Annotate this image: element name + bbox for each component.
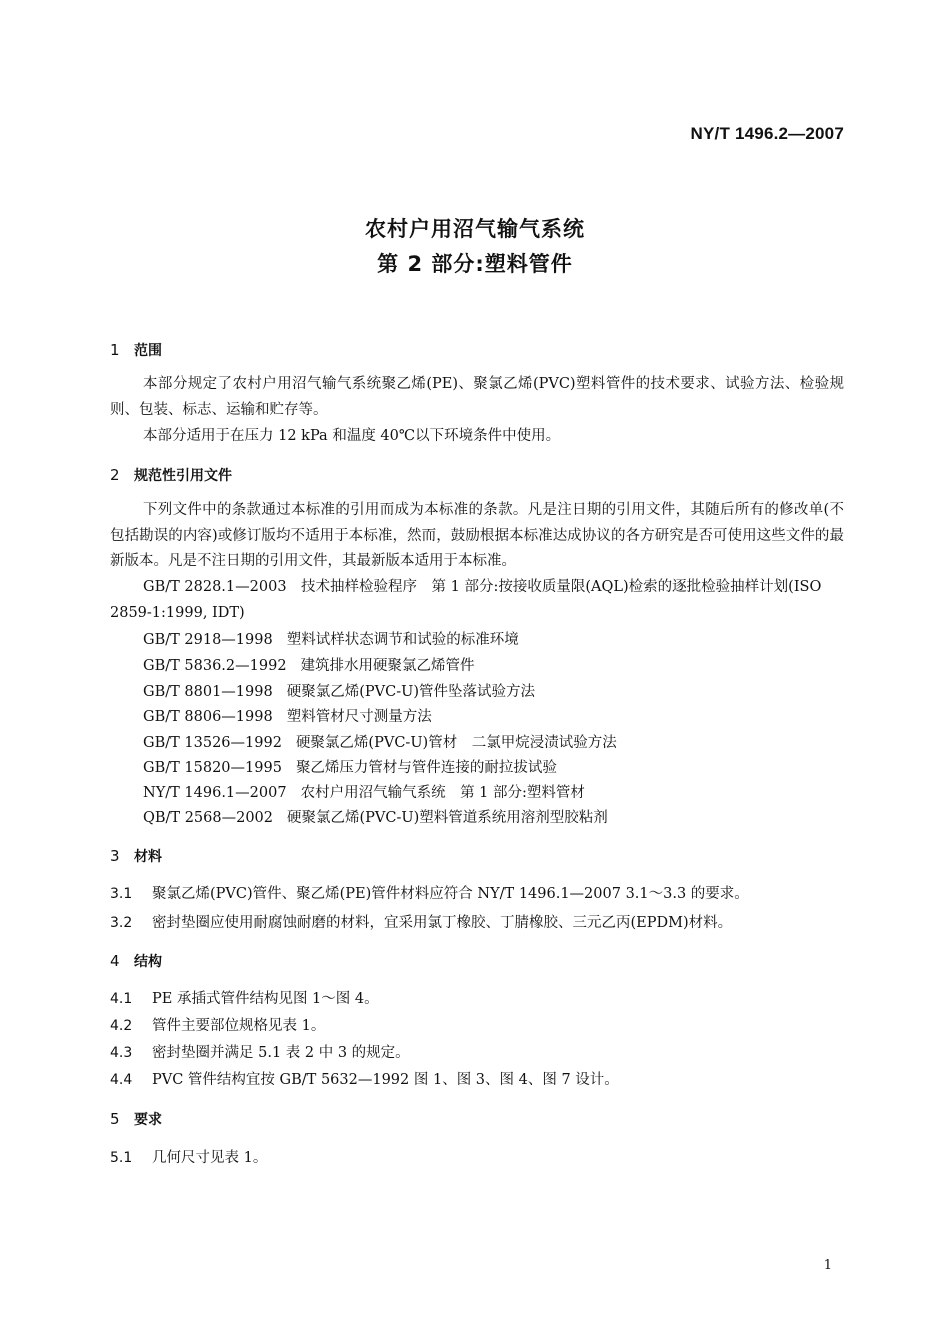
clause-text: PE 承插式管件结构见图 1～图 4。 [152, 991, 379, 1007]
reference-title: 塑料管材尺寸测量方法 [286, 709, 432, 725]
clause-item [110, 882, 749, 903]
reference-item [143, 781, 585, 802]
clause-number: 4.4 [110, 1072, 133, 1088]
clause-number: 5.1 [110, 1150, 133, 1166]
reference-code: GB/T 2918—1998 [143, 632, 273, 648]
clause-number: 3.1 [110, 886, 133, 902]
clause-text: 管件主要部位规格见表 1。 [152, 1018, 326, 1034]
clause-number: 4.2 [110, 1018, 133, 1034]
reference-item [143, 756, 557, 777]
section-heading-structure [110, 951, 162, 971]
section-heading-normative-references [110, 465, 232, 485]
document-title: 农村户用沼气输气系统 [365, 217, 585, 241]
page-number: 1 [823, 1258, 832, 1273]
reference-title: 建筑排水用硬聚氯乙烯管件 [300, 658, 475, 674]
section-title: 结构 [134, 954, 162, 970]
reference-title: 塑料试样状态调节和试验的标准环境 [286, 632, 519, 648]
reference-code: GB/T 8801—1998 [143, 684, 273, 700]
section-title: 材料 [134, 849, 162, 865]
standard-code: NY/T 1496.2—2007 [690, 124, 844, 143]
reference-title: 硬聚氯乙烯(PVC-U)管材 二氯甲烷浸渍试验方法 [295, 735, 617, 751]
reference-title: 硬聚氯乙烯(PVC-U)管件坠落试验方法 [286, 684, 535, 700]
section-heading-scope [110, 340, 162, 360]
clause-item [110, 911, 732, 932]
clause-item [110, 1041, 410, 1062]
section-title: 范围 [134, 343, 162, 359]
reference-item [143, 806, 608, 827]
section-number: 2 [110, 466, 120, 484]
reference-code: GB/T 5836.2—1992 [143, 658, 287, 674]
clause-number: 4.1 [110, 991, 133, 1007]
scope-paragraph-2: 本部分适用于在压力 12 kPa 和温度 40℃以下环境条件中使用。 [143, 428, 561, 444]
reference-item [143, 654, 475, 675]
reference-code: QB/T 2568—2002 [143, 810, 274, 826]
reference-code: NY/T 1496.1—2007 [143, 785, 287, 801]
reference-item [110, 575, 844, 626]
reference-item [143, 628, 519, 649]
clause-item [110, 1068, 619, 1089]
clause-item [110, 1014, 325, 1035]
reference-title: 硬聚氯乙烯(PVC-U)塑料管道系统用溶剂型胶粘剂 [287, 810, 608, 826]
reference-code: GB/T 15820—1995 [143, 760, 282, 776]
section-number: 1 [110, 341, 120, 359]
document-subtitle: 第 2 部分:塑料管件 [377, 252, 573, 276]
section-heading-requirements [110, 1109, 162, 1129]
reference-item [143, 705, 432, 726]
section-number: 4 [110, 952, 120, 970]
section-heading-materials [110, 846, 162, 866]
clause-text: PVC 管件结构宜按 GB/T 5632—1992 图 1、图 3、图 4、图 7 设计。 [152, 1072, 619, 1088]
section-number: 3 [110, 847, 120, 865]
clause-text: 聚氯乙烯(PVC)管件、聚乙烯(PE)管件材料应符合 NY/T 1496.1—2007 3.1～3.3 的要求。 [152, 886, 749, 902]
reference-title: 聚乙烯压力管材与管件连接的耐拉拔试验 [295, 760, 557, 776]
clause-item [110, 1146, 267, 1167]
clause-text: 密封垫圈并满足 5.1 表 2 中 3 的规定。 [152, 1045, 410, 1061]
clause-text: 几何尺寸见表 1。 [152, 1150, 268, 1166]
section-title: 规范性引用文件 [134, 468, 232, 484]
reference-item [143, 731, 617, 752]
section-number: 5 [110, 1110, 120, 1128]
clause-text: 密封垫圈应使用耐腐蚀耐磨的材料，宜采用氯丁橡胶、丁腈橡胶、三元乙丙(EPDM)材料。 [152, 915, 733, 931]
clause-number: 4.3 [110, 1045, 133, 1061]
clause-item [110, 987, 379, 1008]
clause-number: 3.2 [110, 915, 133, 931]
section-title: 要求 [134, 1112, 162, 1128]
references-intro-paragraph: 下列文件中的条款通过本标准的引用而成为本标准的条款。凡是注日期的引用文件，其随后所有的修改单(不包括勘误的内容)或修订版均不适用于本标准，然而，鼓励根据本标准达成协议的各方研究是否可使用这些文件的最新版本。凡是不注日期的引用文件，其最新版本适用于本标准。 [110, 502, 844, 569]
reference-title: 技术抽样检验程序 第 1 部分:按接收质量限(AQL)检索的逐批检验抽样计划(ISO 2859-1:1999, IDT) [110, 579, 822, 621]
reference-title: 农村户用沼气输气系统 第 1 部分:塑料管材 [300, 785, 585, 801]
scope-paragraph-1: 本部分规定了农村户用沼气输气系统聚乙烯(PE)、聚氯乙烯(PVC)塑料管件的技术要求、试验方法、检验规则、包装、标志、运输和贮存等。 [110, 376, 844, 418]
reference-code: GB/T 2828.1—2003 [143, 579, 287, 595]
reference-code: GB/T 13526—1992 [143, 735, 282, 751]
reference-item [143, 680, 535, 701]
reference-code: GB/T 8806—1998 [143, 709, 273, 725]
